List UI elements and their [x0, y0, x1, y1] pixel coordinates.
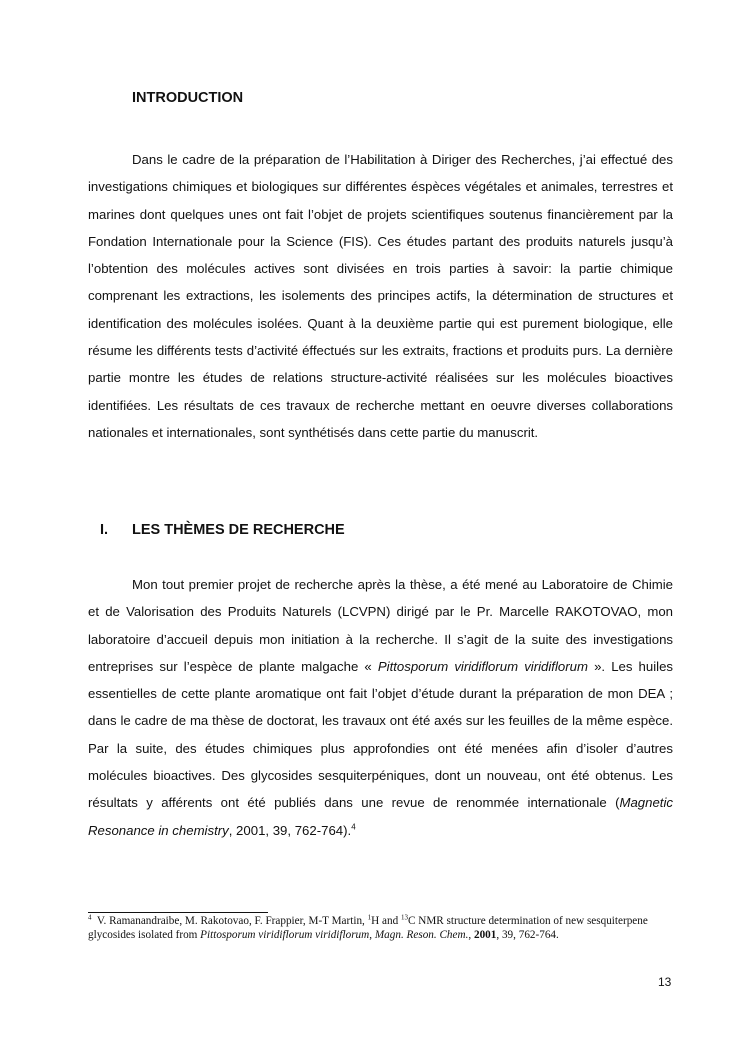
intro-heading: INTRODUCTION: [132, 90, 244, 106]
section-heading: LES THÈMES DE RECHERCHE: [132, 522, 345, 538]
footnote-authors: V. Ramanandraibe, M. Rakotovao, F. Frappier, M-T Martin,: [96, 915, 365, 927]
page-number: 13: [658, 975, 672, 989]
section-paragraph: [88, 571, 673, 844]
journal-name: Magnetic Resonance in chemistry: [88, 795, 673, 838]
section-paragraph-part2: ». Les huiles essentielles de cette plante aromatique ont fait l’objet d’étude durant la préparation de mon DEA ; dans le cadre de ma thèse de doctorat, les travaux ont été axés sur les feuilles de la même espèce. Par la suite, des études chimiques plus approfondies ont été menées afin d’isoler d’autres molécules bioactives. Des glycosides sesquiterpéniques, dont un nouveau, ont été obtenus. Les résultats y afférents ont été publiés dans une revue de renommée internationale (: [88, 658, 674, 811]
intro-paragraph: [88, 146, 673, 446]
footnote-separator: [88, 912, 268, 913]
intro-paragraph-text: Dans le cadre de la préparation de l’Habilitation à Diriger des Recherches, j’ai effectué des investigations chimiques et biologiques sur différentes éspèces végétales et animales, terrestres et marines dont quelques unes ont fait l’objet de projets scientifiques soutenus financièrement par la Fondation Internationale pour la Science (FIS). Ces études partant des produits naturels jusqu’à l’obtention des molécules actives sont divisées en trois parties à savoir: la partie chimique comprenant les extractions, les isolements des principes actifs, la détermination de structures et identification des molécules isolées. Quant à la deuxième partie qui est purement biologique, elle résume les différents tests d’activité éffectués sur les extraits, fractions et produits purs. La dernière partie montre les études de relations structure-activité réalisées sur les molécules bioactives identifiées. Les résultats de ces travaux de recherche mettant en oeuvre diverses collaborations nationales et internationales, sont synthétisés dans cette partie du manuscrit.: [88, 152, 673, 440]
footnote: $^4$ V. Ramanandraibe, M. Rakotovao, F. Frappier, M-T Martin, $^1$H and $^{13}$C NMR structure determination of new sesquiterpene glycosides isolated from Pittosporum viridiflorum viridiflorum, Magn. Reson. Chem., 2001, 39, 762-764.: [88, 913, 648, 941]
section-paragraph-part1: Mon tout premier projet de recherche après la thèse, a été mené au Laboratoire de Chimie et de Valorisation des Produits Naturels (LCVPN) dirigé par le Pr. Marcelle RAKOTOVAO, mon laboratoire d’accueil depuis mon initiation à la recherche. Il s’agit de la suite des investigations entreprises sur l’espèce de plante malgache «: [88, 577, 673, 674]
footnote-sup-h: 1: [367, 913, 372, 922]
footnote-year: 2001: [473, 929, 497, 941]
footnote-h-and: H and: [371, 915, 399, 927]
section-number: I.: [100, 522, 109, 538]
footnote-pages: , 39, 762-764.: [496, 929, 559, 941]
section-paragraph-part3: , 2001, 39, 762-764).: [228, 822, 352, 838]
footnote-text: C NMR structure determination of new sesquiterpene glycosides isolated from: [88, 915, 648, 941]
footnote-reference: 4: [351, 822, 356, 832]
footnote-sup-c: 13: [400, 913, 408, 922]
footnote-species: Pittosporum viridiflorum viridiflorum: [200, 929, 370, 941]
footnote-mark: 4: [88, 913, 92, 922]
footnote-journal: Magn. Reson. Chem.: [374, 929, 469, 941]
species-name: Pittosporum viridiflorum viridiflorum: [377, 658, 588, 674]
footnote-sep: ,: [369, 929, 373, 941]
